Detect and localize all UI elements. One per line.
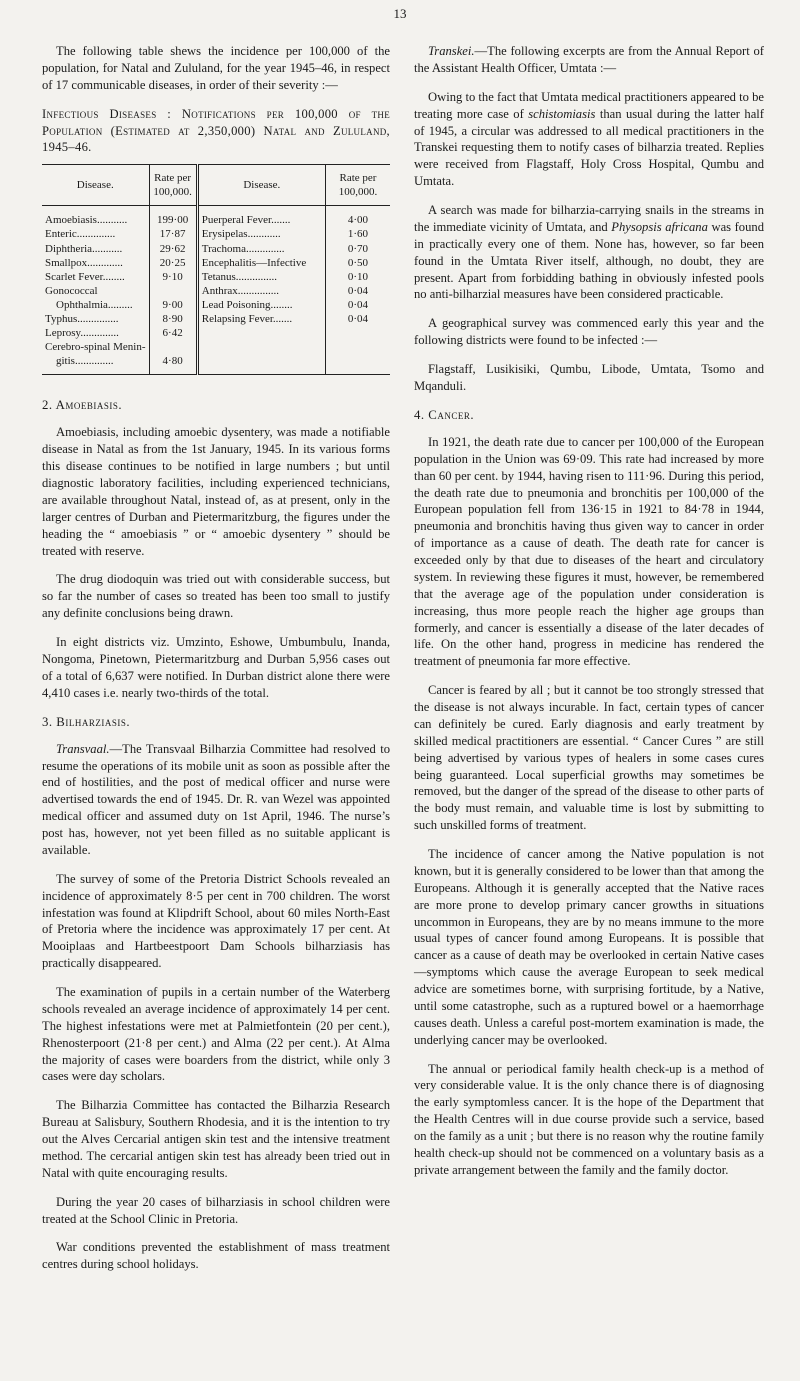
incidence-table: [42, 164, 390, 375]
paragraph-snails: [414, 202, 764, 303]
paragraph: In eight districts viz. Umzinto, Eshowe, Umbumbulu, Inanda, Nongoma, Pinetown, Pietermaritzburg and Durban 5,956 cases out of a total of 6,637 were notified. In Durban district alone there were 4,410 cases i.e. nearly two-thirds of the total.: [42, 635, 390, 700]
table-row: [42, 256, 390, 270]
header-rate: Rate per 100,000.: [149, 165, 197, 206]
disease-rate: [149, 340, 197, 354]
paragraph: Cancer is feared by all ; but it cannot be too strongly stressed that the disease is not always incurable. In fact, certain types of cancer can definitely be cured. Early diagnosis and early treatment by skilled medical practitioners are essential. “ Cancer Cures ” are still being advertised by various types of healers in some cases cures being guaranteed. Local superficial growths may sometimes be removed, but the danger of the spread of the disease to other parts of the body must remain, and valuable time is lost by submitting to such unskilled forms of treatment.: [414, 683, 764, 833]
disease-name: gitis..............: [42, 354, 149, 375]
disease-name: Tetanus...............: [201, 270, 278, 283]
text-run: Owing to the fact that Umtata medical practitioners appeared to be treating more case of: [414, 89, 764, 121]
disease-rate: 4·00: [325, 206, 390, 228]
paragraph: A geographical survey was commenced early this year and the following districts were found to be infected :—: [414, 316, 764, 348]
table-title: Infectious Diseases : Notifications per 100,000 of the Population (Estimated at 2,350,000) Natal and Zululand, 1945–46.: [42, 106, 390, 155]
table-row: [42, 298, 390, 312]
disease-name: [197, 326, 325, 340]
section-heading-bilharziasis: 3. Bilharziasis.: [42, 714, 131, 729]
paragraph: The examination of pupils in a certain number of the Waterberg schools revealed an average incidence of approximately 14 per cent. The highest infestations were met at Palmietfontein (20 per cent.), Rhenosterpoort (21·8 per cent.) and Alma (22 per cent.). At Alma the majority of cases were boarders from the district, while only 3 cases were day scholars.: [42, 985, 390, 1084]
paragraph: The incidence of cancer among the Native population is not known, but it is generally considered to be lower than that among the Europeans. Although it is generally accepted that the Native races are more prone to develop primary cancer growths in situations uncommon in Europeans, they are by no means immune to the more usual types of cancer found among Europeans. It is possible that cancer as a cause of death may be overlooked in certain Native cases—symptoms which cause the average European to seek medical advice are sometimes borne, with surprising fortitude, by a Native, until some catastrophe, such as a ruptured bowel or a haemorrhage causes death. Unless a careful post-mortem examination is made, the underlying cancer may be overlooked.: [414, 847, 764, 1047]
page-number: 13: [393, 6, 407, 21]
paragraph-transvaal: [42, 741, 390, 859]
text-run-italic: schistomiasis: [528, 106, 596, 121]
table-row: [42, 312, 390, 326]
paragraph: During the year 20 cases of bilharziasis in school children were treated at the School Clinic in Pretoria.: [42, 1194, 390, 1226]
disease-rate: 199·00: [149, 206, 197, 228]
disease-rate: 0·50: [325, 256, 390, 270]
transkei-text: —The following excerpts are from the Annual Report of the Assistant Health Officer, Umtata :—: [414, 44, 764, 75]
right-column: [414, 43, 764, 1191]
paragraph: The Bilharzia Committee has contacted the Bilharzia Research Bureau at Salisbury, Southern Rhodesia, and it is the intention to try out the Alves Cercarial antigen skin test and the intensive treatment method. The cercarial antigen skin test has already been tried out in Natal with quite encouraging results.: [42, 1098, 390, 1180]
disease-rate: 6·42: [149, 326, 197, 340]
header-disease: Disease.: [197, 165, 325, 206]
disease-name: Scarlet Fever........: [45, 270, 125, 283]
disease-name: Diphtheria...........: [45, 242, 123, 255]
disease-rate: 4·80: [149, 354, 197, 375]
disease-rate: [325, 354, 390, 375]
disease-rate: 20·25: [149, 256, 197, 270]
disease-name: Erysipelas............: [201, 228, 281, 241]
paragraph: Amoebiasis, including amoebic dysentery, was made a notifiable disease in Natal as from the 1st January, 1945. In its various forms this disease continues to be notified in large numbers ; but until diagnostic laboratory facilities, including experienced technicians, are available throughout Natal, instead of, as at present, only in the larger centres of Durban and Pietermaritzburg, the figures under the heading the “ amoebiasis ” or “ amoebic dysentery ” should be treated with reserve.: [42, 425, 390, 558]
header-rate: Rate per 100,000.: [325, 165, 390, 206]
paragraph-circular: [414, 89, 764, 190]
disease-rate: 0·70: [325, 242, 390, 256]
disease-rate: 0·04: [325, 284, 390, 298]
disease-name: Leprosy..............: [45, 327, 119, 340]
table-row: [42, 326, 390, 340]
table-row: [42, 227, 390, 241]
table-intro: The following table shews the incidence per 100,000 of the population, for Natal and Zululand, for the year 1945–46, in respect of 17 communicable diseases, in order of their severity :—: [42, 44, 390, 92]
disease-name: Puerperal Fever.......: [201, 214, 291, 227]
table-header-row: [42, 165, 390, 206]
disease-rate: 29·62: [149, 242, 197, 256]
disease-rate: 17·87: [149, 227, 197, 241]
disease-rate: 0·10: [325, 270, 390, 284]
text-run-italic: Physopsis africana: [611, 219, 708, 234]
disease-name: Enteric..............: [45, 228, 116, 241]
disease-name: Amoebiasis...........: [45, 214, 128, 227]
table-row: [42, 340, 390, 354]
disease-rate: [325, 326, 390, 340]
disease-name: [197, 354, 325, 375]
section-heading-cancer: 4. Cancer.: [414, 407, 475, 422]
disease-name: Ophthalmia.........: [56, 298, 133, 311]
disease-name: [197, 340, 325, 354]
disease-rate: [325, 340, 390, 354]
disease-name: Anthrax...............: [201, 284, 280, 297]
header-disease: Disease.: [42, 165, 149, 206]
paragraph: War conditions prevented the establishment of mass treatment centres during school holidays.: [42, 1240, 390, 1272]
section-heading-amoebiasis: 2. Amoebiasis.: [42, 398, 123, 413]
text-run: was found in practically every one of them. None has, however, so far been found in the Umtata River itself, although, no doubt, they are present. Apart from forbidding bathing in obviously infested pools no anti-bilharzial measures have been considered practicable.: [414, 219, 764, 302]
text-run: than usual during the latter half of 1945, a circular was addressed to all medical practitioners in the Transkei requesting them to notify cases of bilharzia treated. Replies were received from Flagstaff, Holy Cross Hospital, Qumbu and Umtata.: [414, 106, 764, 189]
disease-rate: 9·10: [149, 270, 197, 284]
table-row: [42, 242, 390, 256]
paragraph-districts: Flagstaff, Lusikisiki, Qumbu, Libode, Umtata, Tsomo and Mqanduli.: [414, 362, 764, 393]
transvaal-label: Transvaal.: [56, 741, 110, 756]
paragraph-transkei: [414, 43, 764, 77]
paragraph: The survey of some of the Pretoria District Schools revealed an incidence of approximately 8·5 per cent in 700 children. The worst infestation was found at Klipdrift School, about 60 miles North-East of Pretoria where the incidence was approximately 17 per cent. At Mooiplaas and Hartbeestpoort Dam Schools bilharziasis has practically disappeared.: [42, 871, 390, 971]
text-run: A search was made for bilharzia-carrying snails in the streams in the immediate vicinity of Umtata, and: [414, 203, 764, 234]
disease-rate: 1·60: [325, 227, 390, 241]
table-row: [42, 206, 390, 228]
table-row: [42, 284, 390, 298]
disease-rate: 8·90: [149, 312, 197, 326]
table-row: [42, 354, 390, 375]
paragraph: The drug diodoquin was tried out with considerable success, but so far the number of cases so treated has been too small to justify any definite conclusions being drawn.: [42, 572, 390, 621]
disease-name: Encephalitis—Infective: [201, 256, 307, 269]
disease-name: Smallpox.............: [45, 256, 123, 269]
table-row: [42, 270, 390, 284]
disease-name: Relapsing Fever.......: [201, 312, 293, 325]
disease-rate: 0·04: [325, 298, 390, 312]
transvaal-text: —The Transvaal Bilharzia Committee had resolved to resume the operations of its mobile unit as soon as possible after the end of hostilities, and the post of medical officer and nurse were advertised towards the end of 1945. Dr. R. van Wezel was appointed medical officer and assumed duty on 1st April, 1946. The nurse’s post has, however, not yet been filled as no suitable applicant is available.: [42, 741, 390, 857]
left-column: [42, 43, 390, 1285]
disease-rate: 0·04: [325, 312, 390, 326]
disease-rate: [149, 284, 197, 298]
transkei-label: Transkei.: [428, 44, 475, 58]
paragraph: The annual or periodical family health check-up is a method of very considerable value. It is the only chance there is of diagnosing the early symptomless cancer. It is the hope of the Department that the Health Centres will in due course provide such a service, based on the family as a unit ; but there is no reason why the routine family health check-up should not be commenced on a voluntary basis as a private arrangement between the family and the family doctor.: [414, 1061, 764, 1177]
disease-rate: 9·00: [149, 298, 197, 312]
paragraph: In 1921, the death rate due to cancer per 100,000 of the European population in the Union was 69·09. This rate had increased by more than 60 per cent. by 1944, having risen to 111·96. During this period, the death rate due to pneumonia and bronchitis per 100,000 of the European population fell from 136·15 in 1921 to 84·78 in 1944, pneumonia and bronchitis having thus given way to cancer in order of importance as a cause of death. The death rate for cancer is exceeded only by that due to diseases of the heart and circulatory system. In reviewing these figures it must, however, be remembered that the average age of the population under consideration is increasing, thus more people reach the higher age groups than formerly, and cancer is essentially a disease of the later decades of life. On the other hand, progress in medicine has rendered the treatment of pneumonia far more effective.: [414, 434, 764, 669]
disease-name: Gonococcal: [45, 284, 98, 297]
disease-name: Typhus...............: [45, 312, 119, 325]
disease-name: Trachoma..............: [201, 242, 285, 255]
disease-name: Lead Poisoning........: [201, 298, 293, 311]
disease-name: Cerebro-spinal Menin-: [45, 341, 146, 354]
